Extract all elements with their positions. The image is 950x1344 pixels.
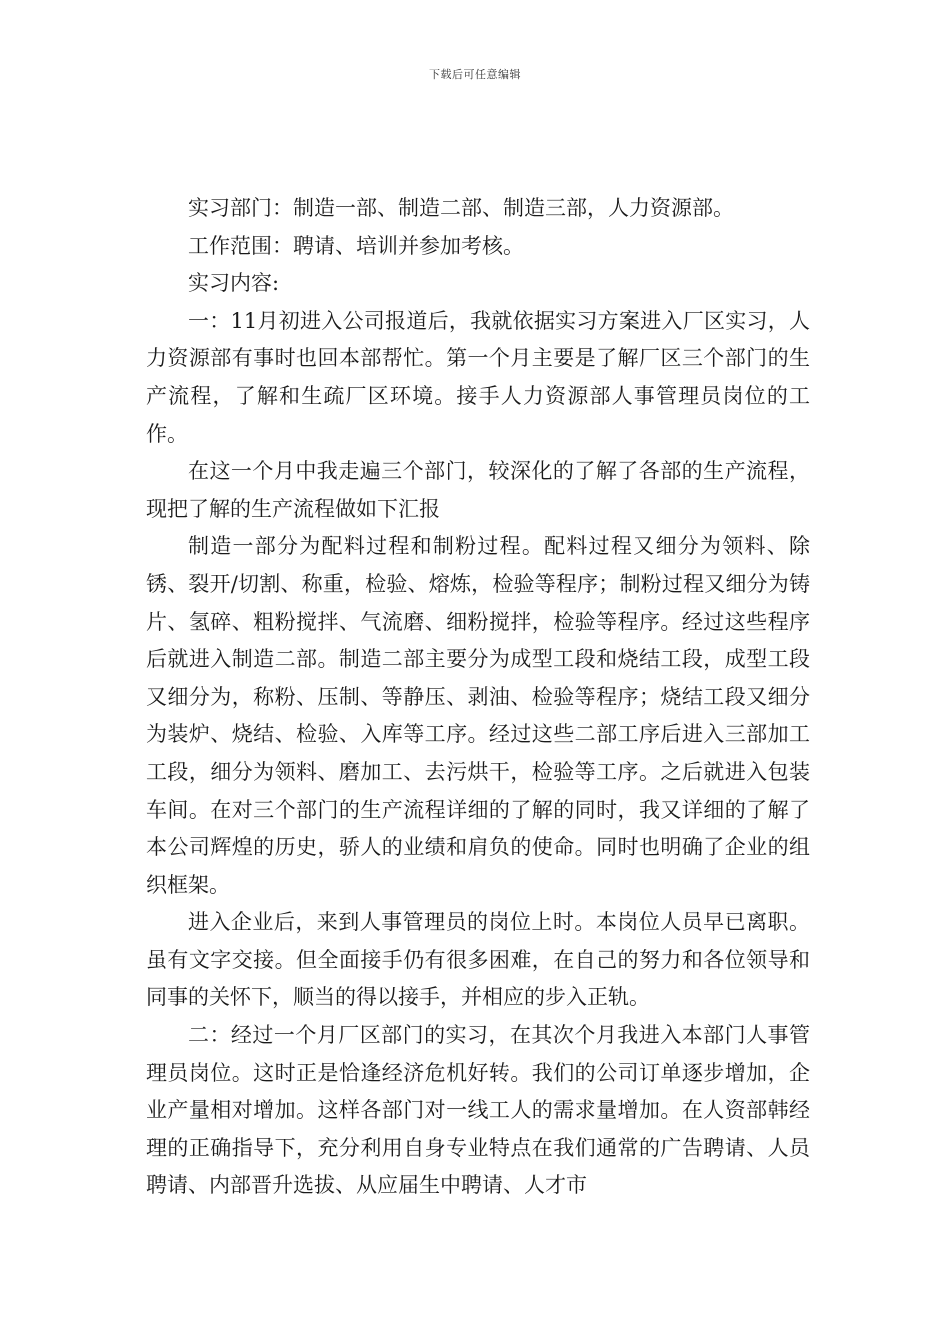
paragraph-hr-position: 进入企业后，来到人事管理员的岗位上时。本岗位人员早已离职。虽有文字交接。但全面接手仍有很多困难，在自己的努力和各位领导和同事的关怀下，顺当的得以接手，并相应的步入正轨。: [146, 910, 810, 1010]
header-note: 下载后可任意编辑: [429, 68, 521, 81]
paragraph-scope: 工作范围：聘请、培训并参加考核。: [188, 233, 524, 258]
paragraph-part-one: 一：11月初进入公司报道后，我就依据实习方案进入厂区实习，人力资源部有事时也回本部帮忙。第一个月主要是了解厂区三个部门的生产流程，了解和生疏厂区环境。接手人力资源部人事管理员岗位的工作。: [146, 308, 810, 446]
paragraph-month-overview: 在这一个月中我走遍三个部门，较深化的了解了各部的生产流程，现把了解的生产流程做如下汇报: [146, 459, 810, 521]
paragraph-department: 实习部门：制造一部、制造二部、制造三部，人力资源部。: [188, 196, 734, 220]
paragraph-part-two: 二：经过一个月厂区部门的实习，在其次个月我进入本部门人事管理员岗位。这时正是恰逢经济危机好转。我们的公司订单逐步增加，企业产量相对增加。这样各部门对一线工人的需求量增加。在人资部韩经理的正确指导下，充分利用自身专业特点在我们通常的广告聘请、人员聘请、内部晋升选拔、从应届生中聘请、人才市: [146, 1023, 810, 1198]
paragraph-content-heading: 实习内容:: [188, 271, 280, 296]
paragraph-production-flow: 制造一部分为配料过程和制粉过程。配料过程又细分为领料、除锈、裂开/切割、称重，检验、熔炼，检验等程序；制粉过程又细分为铸片、氢碎、粗粉搅拌、气流磨、细粉搅拌，检验等程序。经过这些程序后就进入制造二部。制造二部主要分为成型工段和烧结工段，成型工段又细分为，称粉、压制、等静压、剥油、检验等程序；烧结工段又细分为装炉、烧结、检验、入库等工序。经过这些二部工序后进入三部加工工段，细分为领料、磨加工、去污烘干，检验等工序。之后就进入包装车间。在对三个部门的生产流程详细的了解的同时，我又详细的了解了本公司辉煌的历史，骄人的业绩和肩负的使命。同时也明确了企业的组织框架。: [146, 534, 810, 897]
document-body: [146, 190, 810, 1205]
